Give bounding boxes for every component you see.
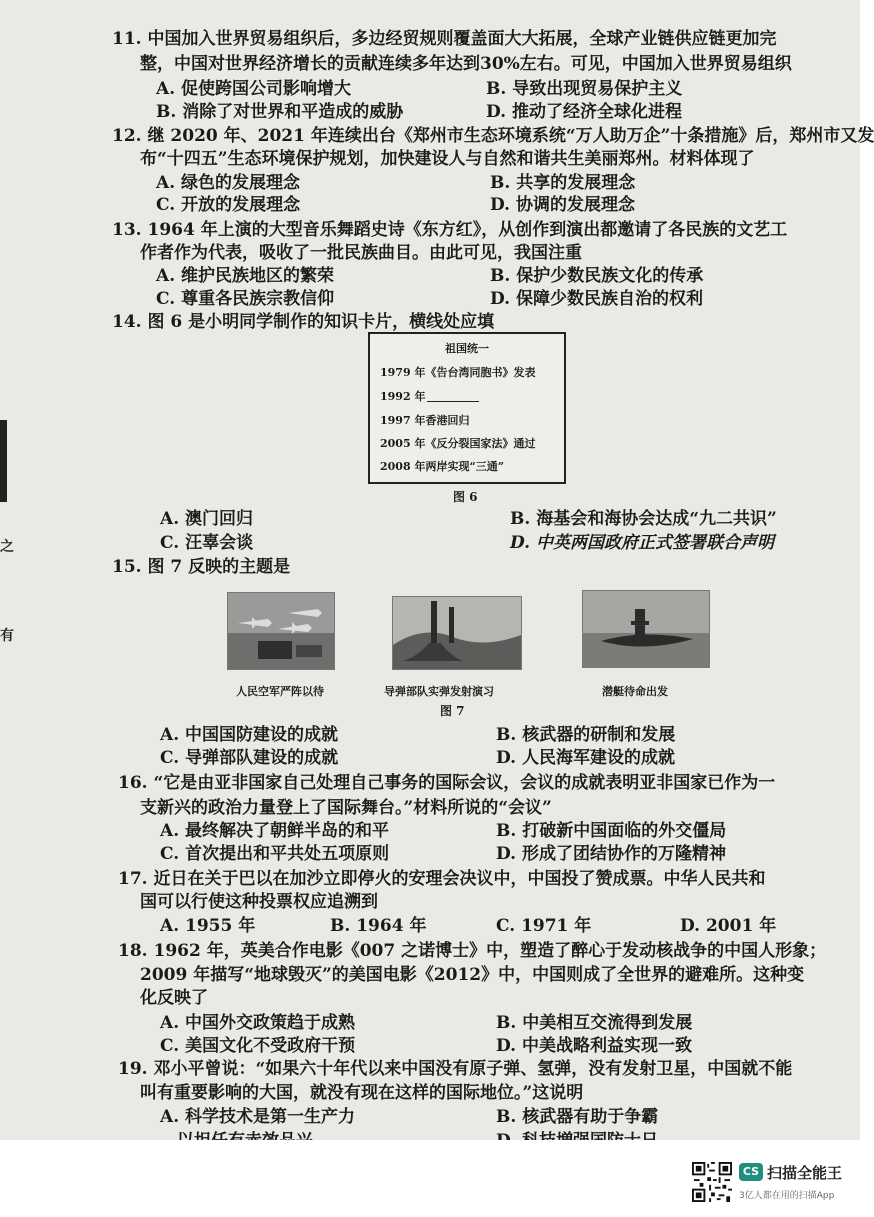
binding-edge-mark bbox=[0, 420, 7, 502]
answer-blank bbox=[427, 401, 479, 402]
q18-option-d: D. 中美战略利益实现一致 bbox=[496, 1036, 692, 1056]
q11-option-b: B. 导致出现贸易保护主义 bbox=[486, 79, 683, 99]
q13-stem-line1: 13. 1964 年上演的大型音乐舞蹈史诗《东方红》，从创作到演出都邀请了各民族的文艺工 bbox=[112, 220, 788, 240]
q16-option-a: A. 最终解决了朝鲜半岛的和平 bbox=[160, 821, 390, 841]
q12-option-c: C. 开放的发展理念 bbox=[156, 195, 301, 215]
figure-6-caption: 图 6 bbox=[453, 490, 478, 504]
q14-option-c: C. 汪辜会谈 bbox=[160, 533, 254, 553]
q19-option-a: A. 科学技术是第一生产力 bbox=[160, 1107, 356, 1127]
q12-stem-line2: 布“十四五”生态环境保护规划，加快建设人与自然和谐共生美丽郑州。材料体现了 bbox=[140, 149, 755, 169]
q19-stem-line1: 19. 邓小平曾说：“如果六十年代以来中国没有原子弹、氢弹，没有发射卫星，中国就不能 bbox=[118, 1059, 793, 1079]
q16-stem-line1: 16. “它是由亚非国家自己处理自己事务的国际会议，会议的成就表明亚非国家已作为一 bbox=[118, 773, 776, 793]
q16-stem-line2: 支新兴的政治力量登上了国际舞台。”材料所说的“会议” bbox=[140, 798, 552, 818]
edge-char-1: 之 bbox=[0, 539, 14, 555]
q15-option-b: B. 核武器的研制和发展 bbox=[496, 725, 676, 745]
q11-option-a: A. 促使跨国公司影响增大 bbox=[156, 79, 352, 99]
q12-stem-line1: 12. 继 2020 年、2021 年连续出台《郑州市生态环境系统“万人助万企”十条措施》后，郑州市又发 bbox=[112, 126, 874, 146]
q19-option-b: B. 核武器有助于争霸 bbox=[496, 1107, 659, 1127]
q13-option-c: C. 尊重各民族宗教信仰 bbox=[156, 289, 335, 309]
q15-option-d: D. 人民海军建设的成就 bbox=[496, 748, 675, 768]
q17-option-c: C. 1971 年 bbox=[496, 916, 592, 936]
card-line-1979: 1979 年《告台湾同胞书》发表 bbox=[380, 366, 536, 379]
q19-option-d-partial bbox=[496, 1130, 658, 1140]
card-line-1997: 1997 年香港回归 bbox=[380, 414, 470, 427]
q16-option-c: C. 首次提出和平共处五项原则 bbox=[160, 844, 390, 864]
qr-code-icon[interactable] bbox=[692, 1162, 732, 1202]
q13-option-d: D. 保障少数民族自治的权利 bbox=[490, 289, 703, 309]
q18-stem-line3: 化反映了 bbox=[140, 988, 208, 1008]
photo-caption-2: 导弹部队实弹发射演习 bbox=[384, 685, 494, 698]
q13-option-b: B. 保护少数民族文化的传承 bbox=[490, 266, 704, 286]
q18-stem-line1: 18. 1962 年，英美合作电影《007 之诺博士》中，塑造了醉心于发动核战争的中国人形象； bbox=[118, 941, 827, 961]
q14-option-a: A. 澳门回归 bbox=[160, 509, 254, 529]
photo-air-force bbox=[227, 592, 335, 670]
photo-caption-3: 潜艇待命出发 bbox=[602, 685, 668, 698]
q11-stem-line1: 11. 中国加入世界贸易组织后，多边经贸规则覆盖面大大拓展，全球产业链供应链更加完 bbox=[112, 29, 777, 49]
q17-stem-line2: 国可以行使这种投票权应追溯到 bbox=[140, 892, 378, 912]
q16-option-b: B. 打破新中国面临的外交僵局 bbox=[496, 821, 727, 841]
figure-7-caption: 图 7 bbox=[440, 704, 465, 718]
q17-option-d: D. 2001 年 bbox=[680, 916, 777, 936]
q18-option-c: C. 美国文化不受政府干预 bbox=[160, 1036, 356, 1056]
q15-option-c: C. 导弹部队建设的成就 bbox=[160, 748, 339, 768]
q11-option-d: D. 推动了经济全球化进程 bbox=[486, 102, 682, 122]
q12-option-b: B. 共享的发展理念 bbox=[490, 173, 636, 193]
q19-option-c-partial bbox=[160, 1130, 313, 1140]
q13-option-a: A. 维护民族地区的繁荣 bbox=[156, 266, 335, 286]
q17-stem-line1: 17. 近日在关于巴以在加沙立即停火的安理会决议中，中国投了赞成票。中华人民共和 bbox=[118, 869, 766, 889]
q14-stem: 14. 图 6 是小明同学制作的知识卡片，横线处应填 bbox=[112, 312, 495, 332]
photo-submarine bbox=[582, 590, 710, 668]
q18-stem-line2: 2009 年描写“地球毁灭”的美国电影《2012》中，中国则成了全世界的避难所。这种变 bbox=[140, 965, 805, 985]
photo-missile-launch bbox=[392, 596, 522, 670]
q11-stem-line2: 整，中国对世界经济增长的贡献连续多年达到30%左右。可见，中国加入世界贸易组织 bbox=[140, 54, 792, 74]
q15-stem: 15. 图 7 反映的主题是 bbox=[112, 557, 291, 577]
q16-option-d: D. 形成了团结协作的万隆精神 bbox=[496, 844, 726, 864]
q13-stem-line2: 作者作为代表，吸收了一批民族曲目。由此可见，我国注重 bbox=[140, 243, 582, 263]
q12-option-d: D. 协调的发展理念 bbox=[490, 195, 635, 215]
camscanner-logo-icon[interactable]: CS bbox=[739, 1163, 763, 1181]
card-line-1992-text: 1992 年 bbox=[380, 390, 426, 403]
q18-option-b: B. 中美相互交流得到发展 bbox=[496, 1013, 693, 1033]
q14-option-b: B. 海基会和海协会达成“九二共识” bbox=[510, 509, 777, 529]
card-line-2008: 2008 年两岸实现“三通” bbox=[380, 460, 505, 473]
q14-option-d: D. 中英两国政府正式签署联合声明 bbox=[510, 533, 774, 553]
q19-stem-line2: 叫有重要影响的大国，就没有现在这样的国际地位。”这说明 bbox=[140, 1083, 584, 1103]
edge-char-2: 有 bbox=[0, 628, 14, 644]
q17-option-a: A. 1955 年 bbox=[160, 916, 256, 936]
q11-option-c: B. 消除了对世界和平造成的威胁 bbox=[156, 102, 404, 122]
card-line-1992 bbox=[380, 388, 479, 404]
scanner-tagline: 3亿人都在用的扫描App bbox=[739, 1191, 835, 1201]
q15-option-a: A. 中国国防建设的成就 bbox=[160, 725, 339, 745]
scanner-app-name: 扫描全能王 bbox=[767, 1164, 843, 1182]
q18-option-a: A. 中国外交政策趋于成熟 bbox=[160, 1013, 356, 1033]
card-title: 祖国统一 bbox=[445, 342, 489, 355]
q17-option-b: B. 1964 年 bbox=[330, 916, 427, 936]
knowledge-card bbox=[368, 332, 566, 484]
card-line-2005: 2005 年《反分裂国家法》通过 bbox=[380, 437, 536, 450]
photo-caption-1: 人民空军严阵以待 bbox=[236, 685, 324, 698]
q12-option-a: A. 绿色的发展理念 bbox=[156, 173, 301, 193]
